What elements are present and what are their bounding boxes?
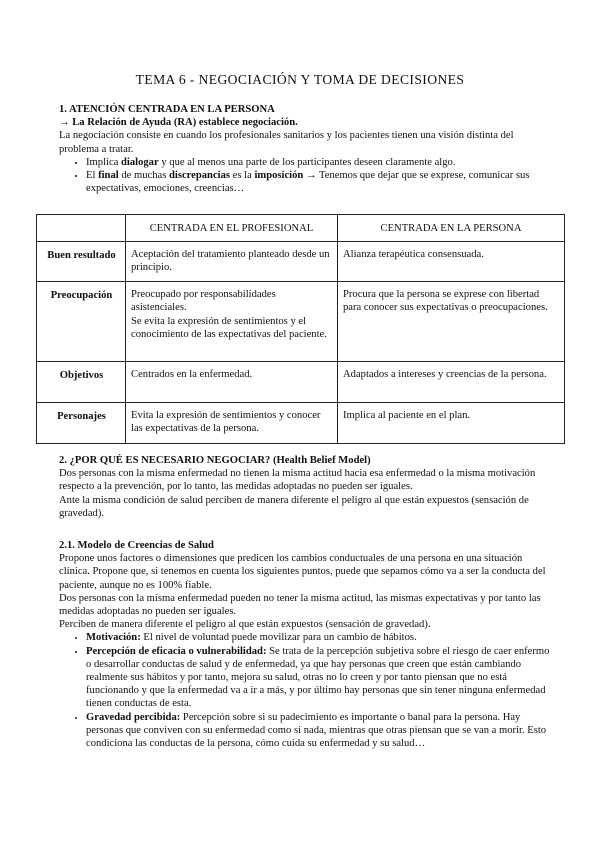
document-title: TEMA 6 - NEGOCIACIÓN Y TOMA DE DECISIONES	[135, 72, 465, 87]
section-1-intro: La negociación consiste en cuando los profesionales sanitarios y los pacientes tienen una visión distinta del problema a tratar.	[59, 130, 514, 155]
table-row	[37, 362, 565, 403]
list-item: • Percepción de eficacia o vulnerabilidad: Se trata de la percepción subjetiva sobre el riesgo de caer enfermo o desarrollar conductas de salud y de enfermedad, ya que hay personas que creen que están cambiando realmente sus hábitos y por tanto, mejora su salud, otras no lo creen y por tanto piensan que no está funcionando y que la enfermedad va a ir a más, y por último hay personas que sin tener ninguna enfermedad tienen conductas de esta.	[86, 645, 551, 711]
list-item: • Implica dialogar y que al menos una parte de los participantes deseen claramente algo.	[86, 156, 551, 169]
table-header-empty	[37, 215, 126, 242]
table-header-row	[37, 215, 565, 242]
cell-profesional: Evita la expresión de sentimientos y conocer las expectativas de la persona.	[126, 403, 338, 444]
row-label: Buen resultado	[37, 242, 126, 282]
table-row	[37, 403, 565, 444]
list-item: • Motivación: El nivel de voluntad puede movilizar para un cambio de hábitos.	[86, 631, 551, 644]
table-row	[37, 242, 565, 282]
section-1	[59, 103, 551, 195]
cell-profesional: Preocupado por responsabilidades asistenciales. Se evita la expresión de sentimientos y el conocimiento de las expectativas del paciente.	[126, 282, 338, 362]
table-header-profesional: CENTRADA EN EL PROFESIONAL	[126, 215, 338, 242]
cell-persona: Procura que la persona se exprese con libertad para conocer sus expectativas o preocupaciones.	[338, 282, 565, 362]
table-header-persona: CENTRADA EN LA PERSONA	[338, 215, 565, 242]
section-2-paragraph: Ante la misma condición de salud perciben de manera diferente el peligro al que están expuestos (sensación de gravedad).	[59, 494, 529, 519]
section-2-1-heading: 2.1. Modelo de Creencias de Salud	[59, 540, 214, 551]
section-2-1-paragraph: Propone unos factores o dimensiones que predicen los cambios conductuales de una persona en una situación clínica. Propone que, si tenemos en cuenta los siguientes puntos, puede que sepamos cómo va a ser la conducta del paciente, aunque no es 100% fiable.	[59, 553, 546, 591]
list-item: • El final de muchas discrepancias es la imposición → Tenemos que dejar que se exprese, comunicar sus expectativas, emociones, creencias…	[86, 169, 551, 195]
section-2-1-paragraph: Perciben de manera diferente el peligro al que están expuestos (sensación de gravedad).	[59, 619, 431, 631]
cell-persona: Implica al paciente en el plan.	[338, 403, 565, 444]
section-1-subheading: → La Relación de Ayuda (RA) establece negociación.	[59, 117, 298, 129]
section-2-1-bullets	[59, 631, 551, 750]
section-1-bullets	[59, 156, 551, 196]
cell-persona: Alianza terapéutica consensuada.	[338, 242, 565, 282]
section-2-1-paragraph: Dos personas con la misma enfermedad pueden no tener la misma actitud, las mismas expectativas y por tanto las medidas adoptadas no pueden ser iguales.	[59, 592, 541, 618]
list-item: • Gravedad percibida: Percepción sobre si su padecimiento es importante o banal para la persona. Hay personas que conviven con su enfermedad como si nada, mientras que otras piensan que se van a morir. Esto condiciona las conductas de la persona, cómo cuida su enfermedad y su salud…	[86, 711, 551, 751]
comparison-table	[36, 214, 565, 444]
section-2-heading: 2. ¿POR QUÉ ES NECESARIO NEGOCIAR? (Health Belief Model)	[59, 455, 371, 466]
section-1-heading: 1. ATENCIÓN CENTRADA EN LA PERSONA	[59, 104, 275, 115]
section-2	[59, 454, 551, 520]
row-label: Personajes	[37, 403, 126, 444]
cell-persona: Adaptados a intereses y creencias de la persona.	[338, 362, 565, 403]
row-label: Objetivos	[37, 362, 126, 403]
section-2-paragraph: Dos personas con la misma enfermedad no tienen la misma actitud hacia esa enfermedad o la misma motivación respecto a la prevención, por lo tanto, las medidas adoptadas no pueden ser iguales.	[59, 468, 536, 493]
cell-profesional: Aceptación del tratamiento planteado desde un principio.	[126, 242, 338, 282]
row-label: Preocupación	[37, 282, 126, 362]
section-2-1	[59, 539, 551, 750]
cell-profesional: Centrados en la enfermedad.	[126, 362, 338, 403]
table-row	[37, 282, 565, 362]
